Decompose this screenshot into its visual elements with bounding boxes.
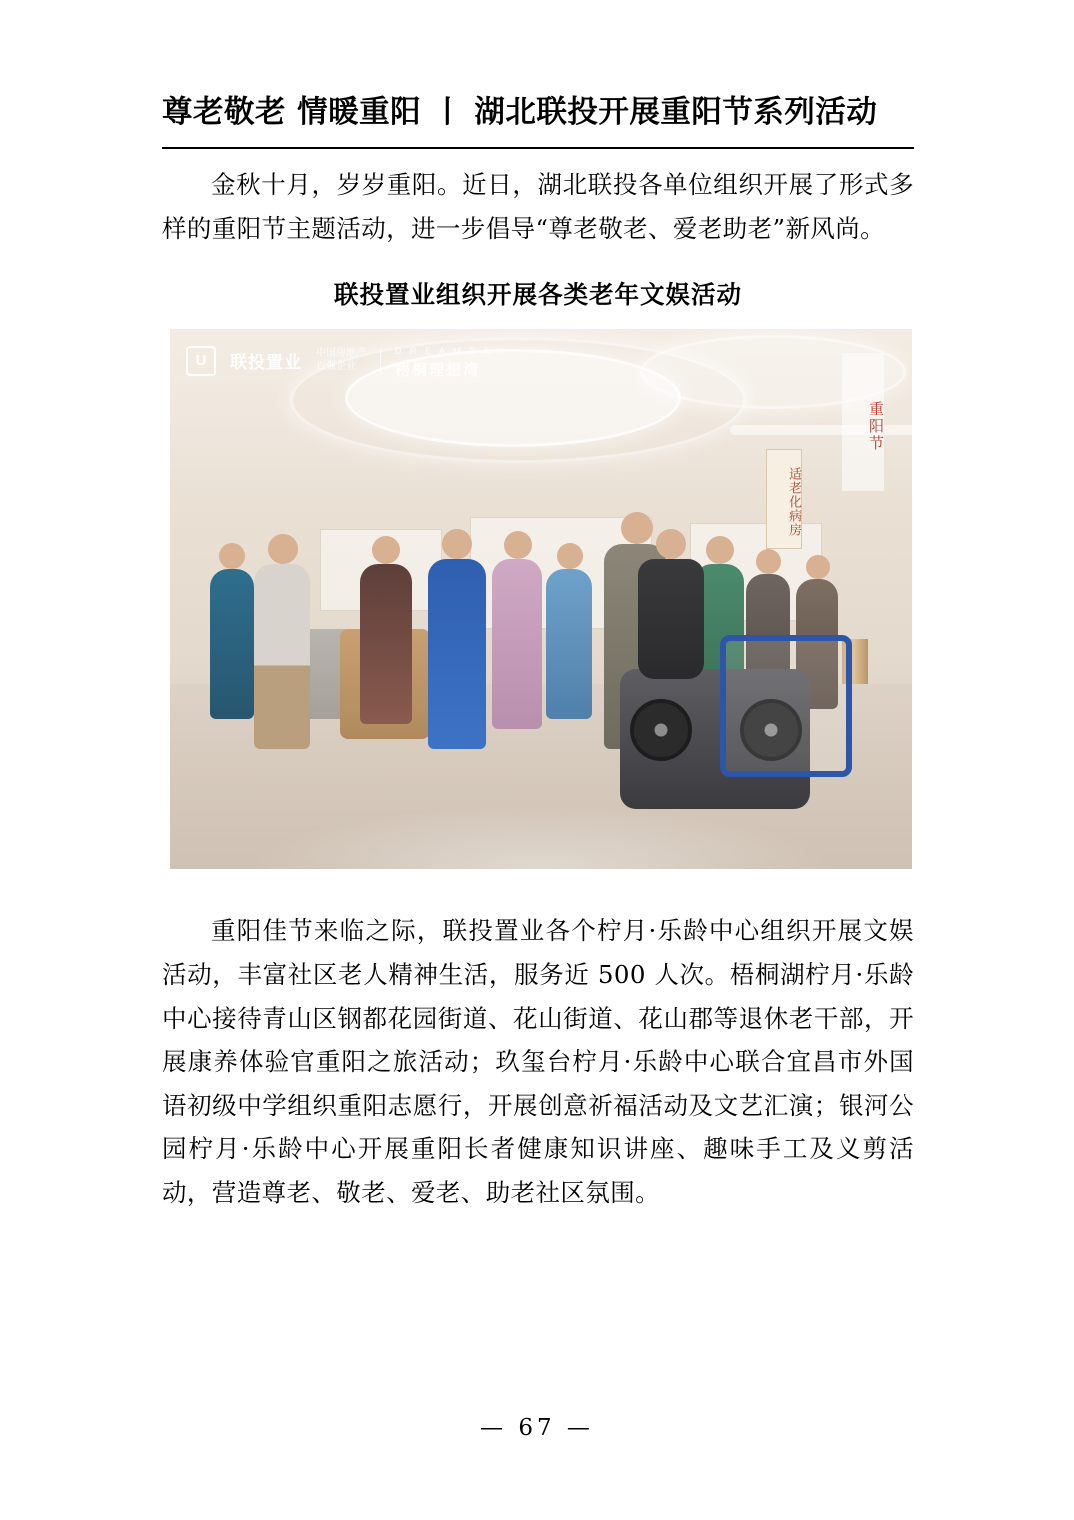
brand-logo-icon: U <box>186 346 216 376</box>
page-content <box>162 92 914 1215</box>
brand-subtitle-line2: 百强企业 <box>316 360 356 372</box>
brand-subtitle <box>316 348 366 373</box>
photo-scene <box>170 329 912 869</box>
body-paragraph: 重阳佳节来临之际，联投置业各个柠月·乐龄中心组织开展文娱活动，丰富社区老人精神生活，服务近 500 人次。梧桐湖柠月·乐龄中心接待青山区钢都花园街道、花山街道、花山郡等退休老干部，开展康养体验官重阳之旅活动；玖玺台柠月·乐龄中心联合宜昌市外国语初级中学组织重阳志愿行，开展创意祈福活动及文艺汇演；银河公园柠月·乐龄中心开展重阳长者健康知识讲座、趣味手工及义剪活动，营造尊老、敬老、爱老、助老社区氛围。 <box>162 916 914 1208</box>
person-5 <box>492 559 542 729</box>
wall-banner: 重阳节 <box>842 353 884 491</box>
partner-brand <box>395 341 506 380</box>
person-3 <box>360 564 412 724</box>
photo-watermark <box>186 341 506 380</box>
partner-brand-en: D R E A M B A Y <box>395 346 506 357</box>
person-2 <box>254 564 310 749</box>
partner-brand-cn: 梧桐理想湾 <box>395 362 481 380</box>
lead-paragraph: 金秋十月，岁岁重阳。近日，湖北联投各单位组织开展了形式多样的重阳节主题活动，进一步倡导“尊老敬老、爱老助老”新风尚。 <box>162 170 914 243</box>
person-6 <box>546 569 592 719</box>
scooter-wheel-left <box>630 699 692 761</box>
section-heading: 联投置业组织开展各类老年文娱活动 <box>334 280 742 310</box>
room-sign: 适老化病房 <box>766 449 802 549</box>
article-photo <box>170 329 912 869</box>
watermark-divider <box>380 348 381 374</box>
person-1 <box>210 569 254 719</box>
brand-name: 联投置业 <box>230 353 302 373</box>
person-4 <box>428 559 486 749</box>
page-number: — 67 — <box>480 1415 594 1441</box>
page-title: 尊老敬老 情暖重阳 丨 湖北联投开展重阳节系列活动 <box>162 92 914 149</box>
rollator-walker <box>720 635 852 777</box>
brand-subtitle-line1: 中国房地产 <box>316 348 366 360</box>
scooter-rider <box>638 559 704 679</box>
